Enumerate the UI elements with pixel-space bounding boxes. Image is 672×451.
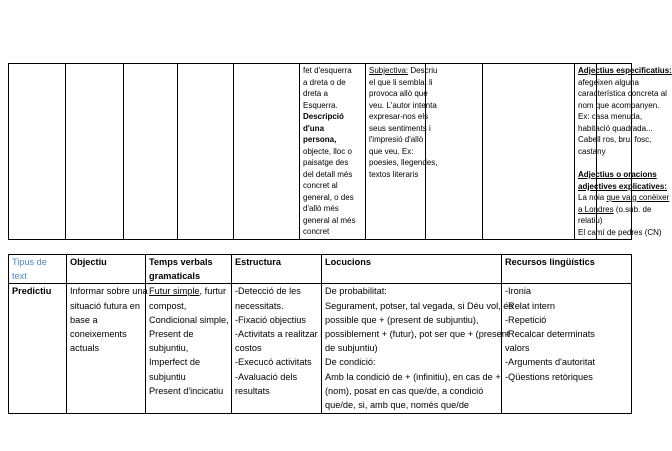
header-recursos: Recursos lingüístics	[502, 255, 632, 284]
header-text: Tipus de	[12, 257, 47, 267]
temps-cell	[146, 284, 232, 414]
text-line: -Execucó activitats	[235, 357, 312, 368]
empty-cell	[9, 64, 66, 240]
text-line: possible que + (present de subjuntiu),	[325, 314, 479, 325]
subjectiva-label: Subjectiva:	[369, 66, 409, 75]
text-line: -Fixació objectius	[235, 314, 306, 325]
text-fragment: (o.sub. de	[613, 204, 652, 214]
empty-cell	[426, 64, 483, 240]
header-row	[9, 255, 632, 284]
text-line: d'allò més	[303, 204, 339, 213]
section-heading: Adjectius o oracions	[578, 170, 657, 179]
text-line: dreta a	[303, 89, 328, 98]
subjectiva-cell	[366, 64, 438, 240]
text-line: característica concreta al	[578, 89, 667, 98]
text-line: concret	[303, 227, 330, 236]
text-line: De probabilitat:	[325, 286, 387, 297]
text-line: l'impresió d'allò	[369, 135, 424, 144]
estructura-cell	[232, 284, 322, 414]
text-line: -Relat intern	[505, 300, 556, 311]
text-line: Esquerra.	[303, 100, 338, 110]
adjectius-cell	[575, 64, 672, 240]
text-line: (nom), posat en cas que/de, a condició	[325, 385, 484, 396]
recursos-cell	[502, 284, 632, 414]
text-line: que/de, si, amb que, només que/de	[325, 400, 470, 411]
text-line: -Recalcar determinats	[505, 329, 595, 340]
fet-cell	[300, 64, 366, 240]
text-line: concret al	[303, 181, 338, 190]
header-estructura: Estructura	[232, 255, 322, 284]
header-tipus	[9, 255, 67, 284]
header-locucions: Locucions	[322, 255, 502, 284]
text-fragment: Futur simple	[149, 286, 200, 297]
text-line: d'una	[303, 123, 325, 133]
header-text: Temps verbals	[149, 257, 213, 267]
text-line: afegeixen alguna	[578, 77, 639, 87]
text-line: compost,	[149, 300, 187, 311]
text-types-table	[8, 254, 632, 414]
text-line	[578, 192, 670, 204]
objectiu-cell	[67, 284, 146, 414]
text-line: actuals	[70, 343, 100, 354]
text-line: El camí de pedres (CN)	[578, 227, 662, 237]
text-line: necessitats.	[235, 300, 284, 311]
text-fragment: , furtur	[199, 286, 227, 297]
text-line: -Ironia	[505, 286, 532, 297]
text-line: costos	[235, 343, 262, 354]
text-line: seus sentiments i	[369, 123, 431, 133]
header-temps	[146, 255, 232, 284]
text-line: subjuntiu,	[149, 343, 189, 354]
text-line: -Repetició	[505, 314, 547, 325]
text-line: Present de	[149, 329, 194, 340]
text-line: paisatge des	[303, 158, 349, 167]
empty-cell	[234, 64, 300, 240]
empty-cell	[483, 64, 575, 240]
text-line: provoca allò que	[369, 89, 428, 98]
section-heading: Adjectius especificatius:	[578, 66, 672, 75]
text-line: -Activitats a realitzar i	[235, 329, 323, 340]
text-line: possiblement + (futur), pot ser que + (present	[325, 329, 510, 340]
text-line: castany	[578, 146, 606, 156]
text-line: -Qüestions retòriques	[505, 371, 593, 382]
text-fragment: La noia	[578, 193, 607, 202]
empty-cell	[178, 64, 234, 240]
text-line: resultats	[235, 385, 270, 396]
text-line: que veu. Ex:	[369, 146, 414, 156]
text-line: textos literaris	[369, 169, 419, 179]
continuation-table	[8, 63, 672, 240]
table-row	[9, 64, 632, 240]
text-line	[578, 204, 652, 216]
subjectiva-rest: Descriu	[408, 66, 438, 75]
spacer	[578, 157, 593, 169]
text-line: de subjuntiu)	[325, 343, 378, 354]
tipus-cell: Predictiu	[9, 284, 67, 414]
text-line: situació futura en	[70, 300, 140, 311]
text-line: De condició:	[325, 357, 376, 368]
locucions-cell	[322, 284, 513, 414]
text-line: Informar sobre una	[70, 286, 148, 297]
text-line: Descripció	[303, 112, 344, 121]
text-line: del detall més	[303, 169, 353, 179]
text-line: persona,	[303, 135, 337, 144]
text-line: relatiu)	[578, 216, 603, 225]
text-line: objecte, lloc o	[303, 146, 352, 156]
text-line	[369, 65, 438, 77]
section-heading: adjectives explicatives:	[578, 181, 667, 191]
header-text: text	[12, 271, 27, 282]
empty-cell	[66, 64, 124, 240]
text-line: habitació quadrada...	[578, 123, 653, 133]
text-line: Ex: casa menuda,	[578, 112, 643, 121]
text-line: Segurament, potser, tal vegada, si Déu vol, és	[325, 300, 513, 311]
text-line: Cabell ros, bru, fosc,	[578, 135, 652, 144]
text-line: Amb la condició de + (infinitiu), en cas de +	[325, 371, 501, 382]
text-line: Condicional simple,	[149, 314, 229, 325]
text-line: Present d'incicatiu	[149, 385, 224, 396]
empty-cell	[124, 64, 178, 240]
text-line: a dreta o de	[303, 77, 346, 87]
text-line: -Detecció de les	[235, 286, 301, 297]
header-objectiu: Objectiu	[67, 255, 146, 284]
text-line: Imperfect de	[149, 357, 201, 368]
text-line: base a	[70, 314, 98, 325]
text-line: fet d'esquerra	[303, 66, 352, 75]
text-line: veu. L'autor intenta	[369, 100, 437, 110]
table-row	[9, 284, 632, 414]
text-fragment: a Londres	[578, 204, 614, 214]
text-line: poesies, llegendes,	[369, 158, 438, 167]
text-line: general, o des	[303, 192, 354, 202]
text-line: el que li sembla, li	[369, 77, 433, 87]
text-fragment: que vaig conèixer	[606, 193, 670, 202]
header-text: gramaticals	[149, 271, 201, 282]
text-line: general al més	[303, 215, 356, 225]
text-line: -Avaluació dels	[235, 371, 298, 382]
text-line: coneixements	[70, 329, 127, 340]
text-line	[149, 284, 228, 298]
text-line: -Arguments d'autoritat	[505, 357, 596, 368]
text-line: valors	[505, 343, 530, 354]
text-line: nom que acompanyen.	[578, 100, 660, 110]
text-line: subjuntiu	[149, 371, 186, 382]
text-line: expresar-nos els	[369, 112, 429, 121]
